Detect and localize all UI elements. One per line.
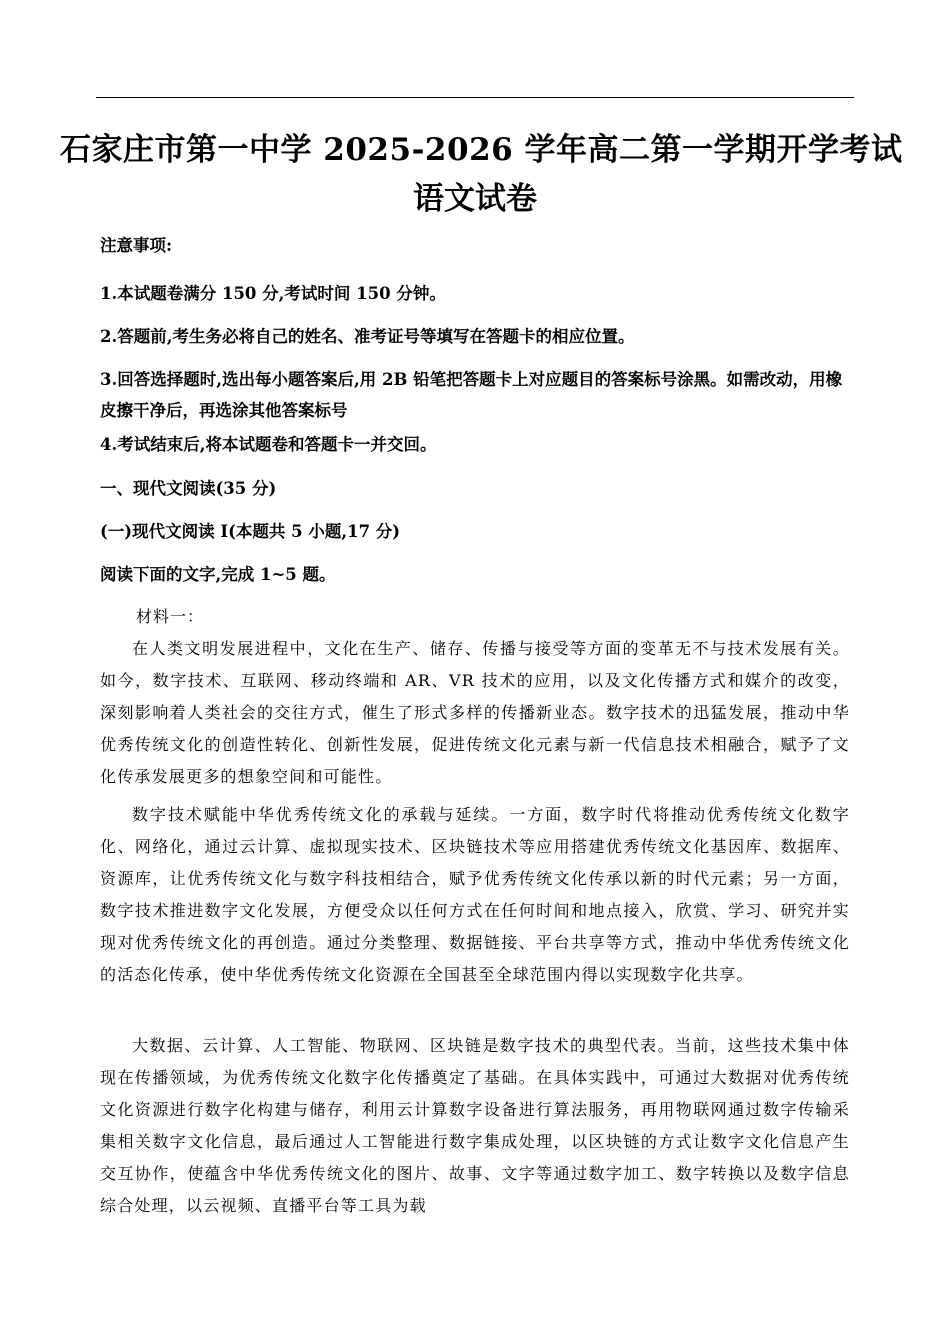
notice-item-3: 3.回答选择题时,选出每小题答案后,用 2B 铅笔把答题卡上对应题目的答案标号涂黑。如需改动，用橡皮擦干净后，再选涂其他答案标号 <box>100 370 843 420</box>
notice-item-2: 2.答题前,考生务必将自己的姓名、准考证号等填写在答题卡的相应位置。 <box>100 327 635 346</box>
notice-item-4: 4.考试结束后,将本试题卷和答题卡一并交回。 <box>100 435 437 454</box>
paragraph-text: 在人类文明发展进程中，文化在生产、储存、传播与接受等方面的变革无不与技术发展有关。如今，数字技术、互联网、移动终端和 AR、VR 技术的应用，以及文化传播方式和媒介的改变，深刻影响着人类社会的交往方式，催生了形式多样的传播新业态。数字技术的迅猛发展，推动中华优秀传统文化的创造性转化、创新性发展，促进传统文化元素与新一代信息技术相融合，赋予了文化传承发展更多的想象空间和可能性。 <box>100 639 850 787</box>
reading-instruction: 阅读下面的文字,完成 1~5 题。 <box>100 565 336 584</box>
paragraph-text: 大数据、云计算、人工智能、物联网、区块链是数字技术的典型代表。当前，这些技术集中体现在传播领域，为优秀传统文化数字化传播奠定了基础。在具体实践中，可通过大数据对优秀传统文化资源进行数字化构建与储存，利用云计算数字设备进行算法服务，再用物联网通过数字传输采集相关数字文化信息，最后通过人工智能进行数字集成处理，以区块链的方式让数字文化信息产生交互协作，使蕴含中华优秀传统文化的图片、故事、文字等通过数字加工、数字转换以及数字信息综合处理，以云视频、直播平台等工具为载 <box>100 1036 850 1216</box>
material-label: 材料一： <box>136 607 205 626</box>
passage-paragraph-2 <box>100 799 850 992</box>
passage-paragraph-1 <box>100 633 850 793</box>
exam-title: 石家庄市第一中学 2025-2026 学年高二第一学期开学考试 <box>60 132 903 168</box>
paragraph-text: 数字技术赋能中华优秀传统文化的承载与延续。一方面，数字时代将推动优秀传统文化数字化、网络化，通过云计算、虚拟现实技术、区块链技术等应用搭建优秀传统文化基因库、数据库、资源库，让优秀传统文化与数字科技相结合，赋予优秀传统文化传承以新的时代元素；另一方面，数字技术推进数字文化发展，方便受众以任何方式在任何时间和地点接入，欣赏、学习、研究并实现对优秀传统文化的再创造。通过分类整理、数据链接、平台共享等方式，推动中华优秀传统文化的活态化传承，使中华优秀传统文化资源在全国甚至全球范围内得以实现数字化共享。 <box>100 805 850 985</box>
exam-subtitle: 语文试卷 <box>413 181 537 217</box>
notice-heading: 注意事项: <box>100 236 173 255</box>
notice-item-1: 1.本试题卷满分 150 分,考试时间 150 分钟。 <box>100 284 446 303</box>
section-heading: 一、现代文阅读(35 分) <box>100 479 277 498</box>
subsection-heading: (一)现代文阅读 I(本题共 5 小题,17 分) <box>100 522 401 541</box>
passage-paragraph-3 <box>100 1030 850 1223</box>
